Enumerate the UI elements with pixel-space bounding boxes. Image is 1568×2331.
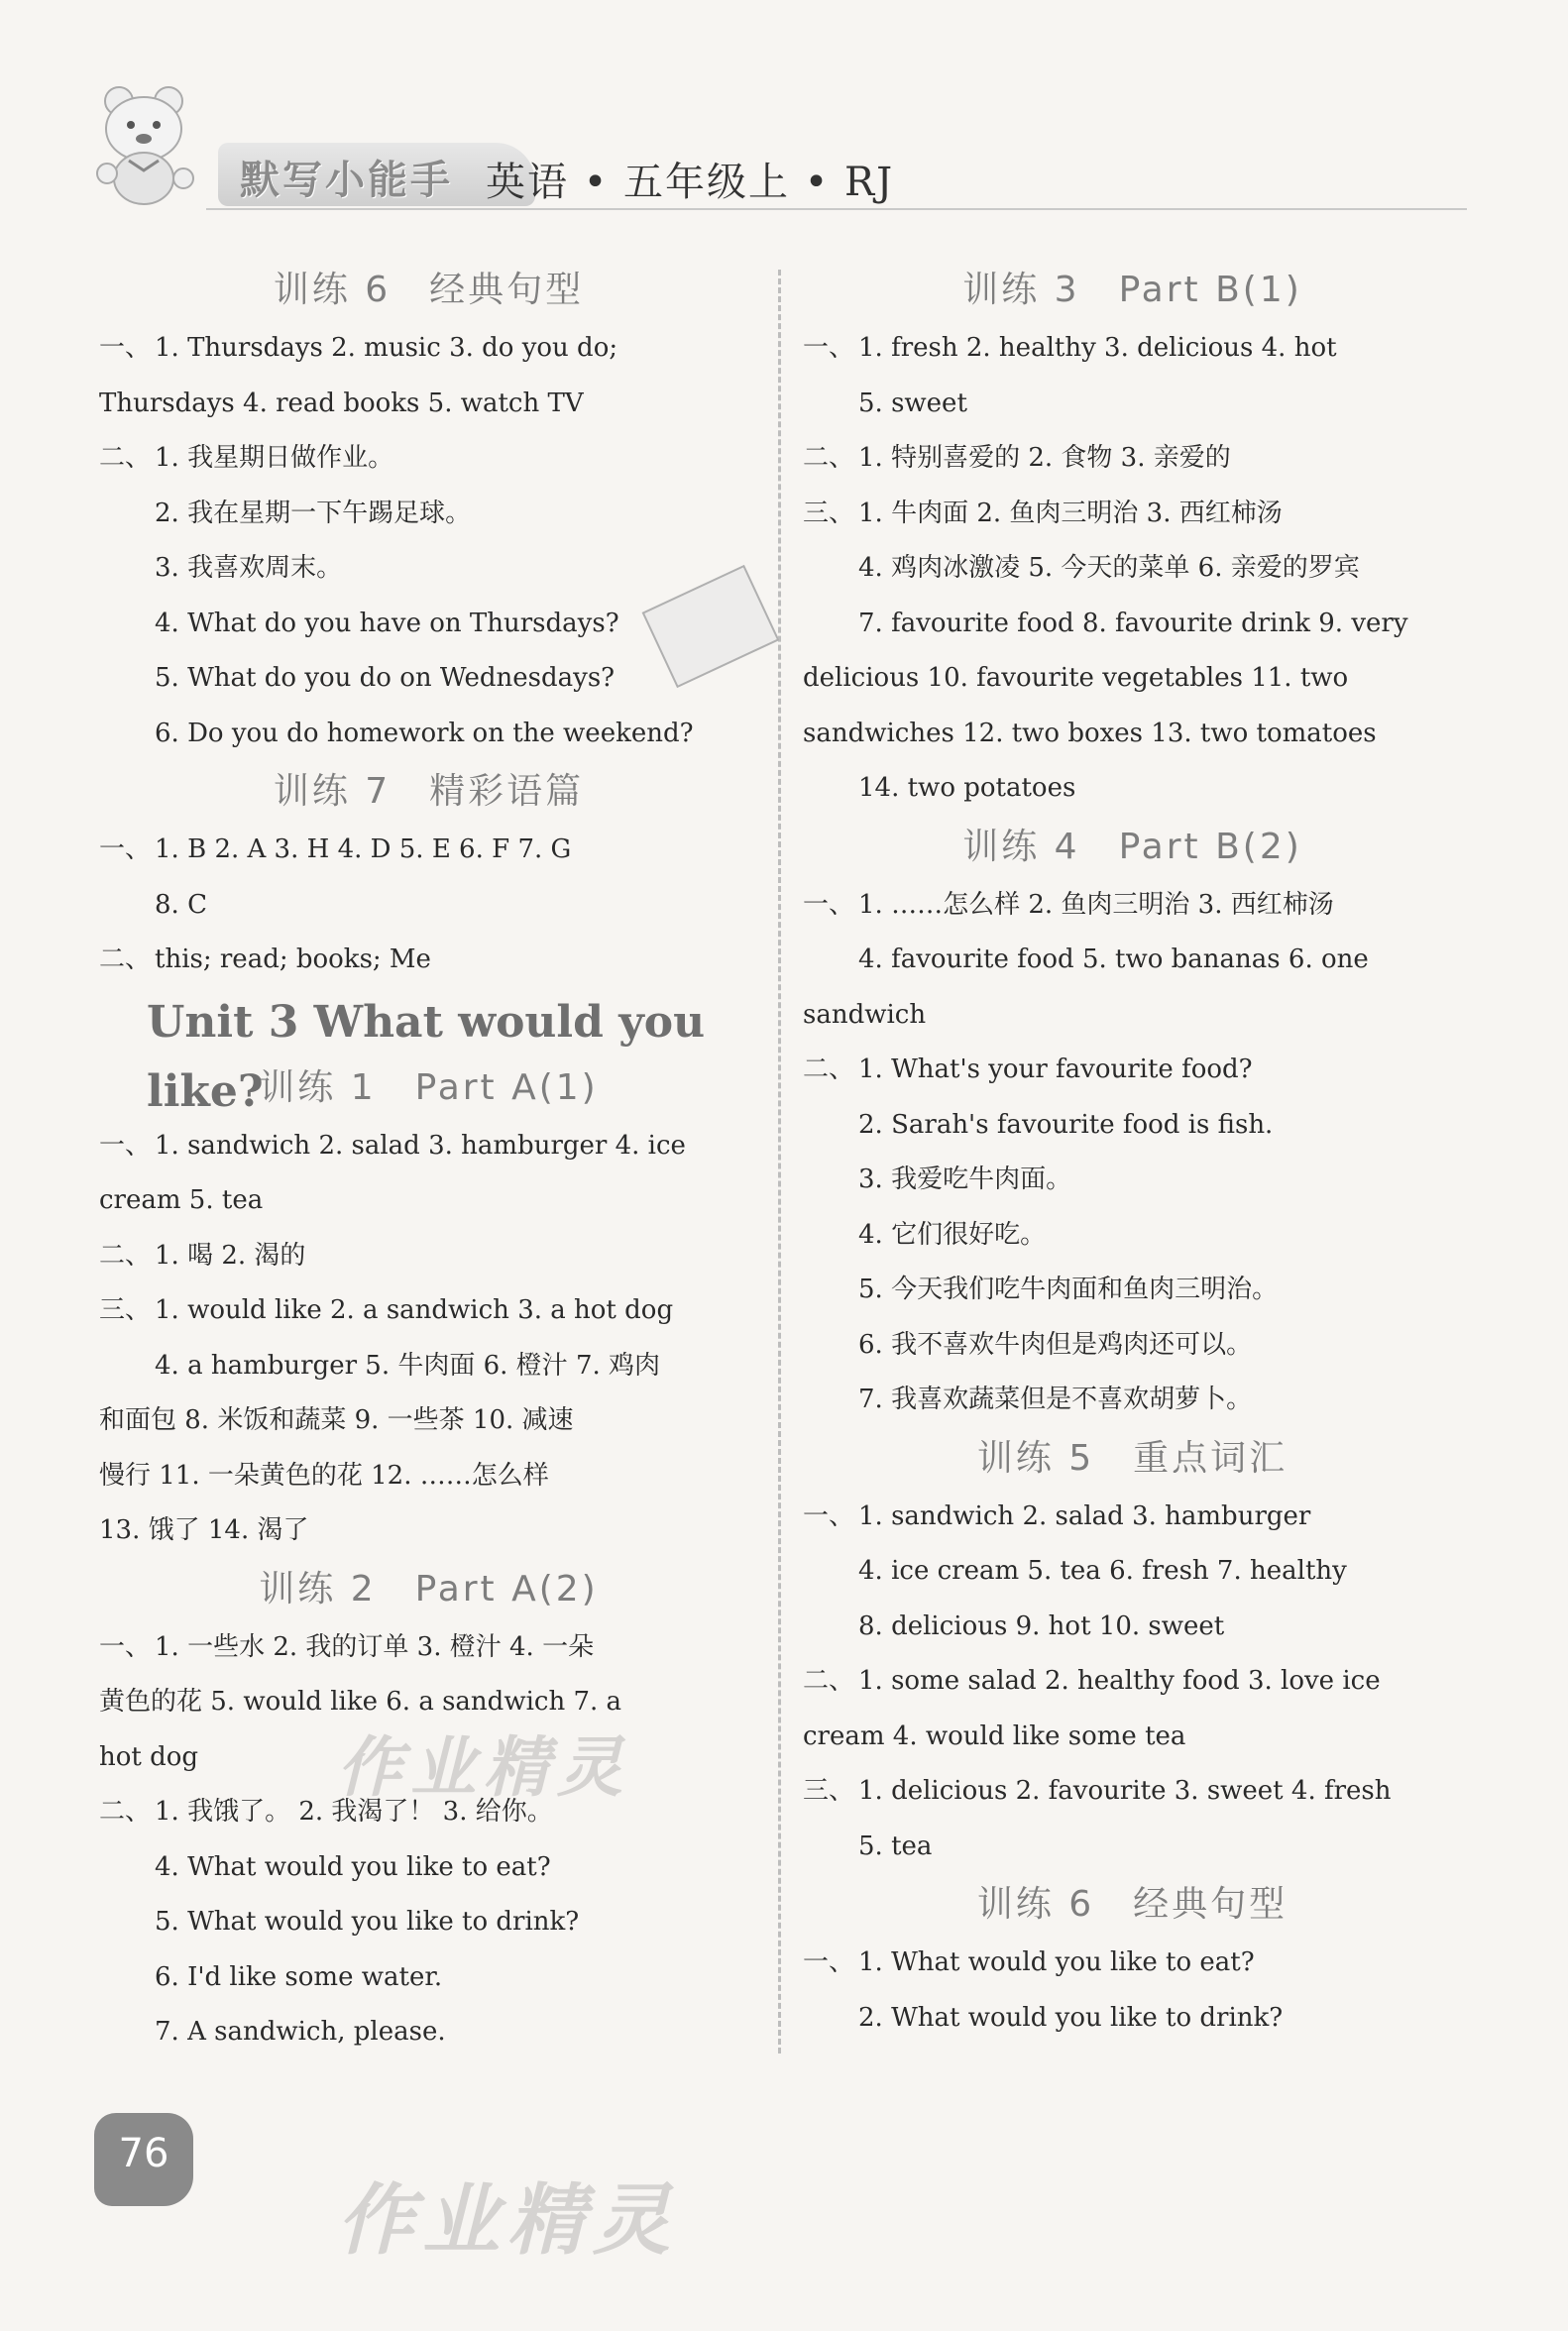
question-number: 三、 [803,1776,855,1806]
answer-line [803,1098,1462,1154]
answer-text: Thursdays 4. read books 5. watch TV [99,388,584,418]
answer-text: 7. 我喜欢蔬菜但是不喜欢胡萝卜。 [858,1385,1253,1414]
answer-line [803,1710,1462,1765]
section-heading: 训练 6 经典句型 [976,1884,1288,1925]
answer-text: cream 5. tea [99,1185,264,1215]
answer-line [803,651,1462,707]
answer-text: cream 4. would like some tea [803,1720,1186,1751]
answer-text: 4. What do you have on Thursdays? [155,608,619,638]
answer-text: 1. B 2. A 3. H 4. D 5. E 6. F 7. G [155,834,572,864]
section-heading: 训练 7 精彩语篇 [273,771,585,812]
answer-line [803,1936,1462,1991]
answer-line [99,933,758,988]
answer-text: 2. What would you like to drink? [858,2002,1284,2033]
answer-line [99,431,758,487]
answer-line [803,431,1462,487]
answer-text: 1. 特别喜爱的 2. 食物 3. 亲爱的 [858,443,1231,473]
column-divider [778,270,781,2054]
answer-line [803,1318,1462,1374]
question-number: 二、 [803,1666,855,1696]
header-rule [206,208,1467,210]
answer-line [803,1991,1462,2047]
answer-line [803,1544,1462,1600]
answer-line [99,597,758,652]
answer-text: 2. Sarah's favourite food is fish. [858,1109,1274,1140]
question-number: 一、 [803,1947,855,1977]
answer-text: 慢行 11. 一朵黄色的花 12. ……怎么样 [99,1460,549,1491]
answer-line [803,1600,1462,1655]
section-heading: 训练 5 重点词汇 [976,1437,1288,1479]
answer-line [99,377,758,432]
answer-line [803,1043,1462,1098]
answer-text: 4. 鸡肉冰激凌 5. 今天的菜单 6. 亲爱的罗宾 [858,553,1360,583]
answer-text: 1. What would you like to eat? [858,1947,1255,1977]
answer-line [99,1393,758,1449]
answer-line [803,933,1462,988]
question-number: 一、 [99,1631,152,1662]
answer-line [99,707,758,762]
answer-text: 6. I'd like some water. [155,1961,443,1992]
question-number: 一、 [99,333,152,363]
answer-text: 8. C [155,889,207,920]
answer-line [803,878,1462,934]
question-number: 一、 [803,1500,855,1531]
brand-name: 默写小能手 [240,158,453,203]
answer-text: 1. fresh 2. healthy 3. delicious 4. hot [858,333,1337,363]
answer-text: 8. delicious 9. hot 10. sweet [858,1610,1225,1641]
answer-text: 1. 一些水 2. 我的订单 3. 橙汁 4. 一朵 [155,1631,595,1662]
answer-line [99,1620,758,1676]
answer-text: 1. some salad 2. healthy food 3. love ice [858,1666,1381,1696]
question-number: 二、 [99,443,152,473]
answer-text: 4. ice cream 5. tea 6. fresh 7. healthy [858,1556,1347,1586]
answer-text: sandwiches 12. two boxes 13. two tomatoes [803,718,1377,748]
answer-line [99,878,758,934]
answer-text: hot dog [99,1741,199,1772]
watermark-bottom: 作业精灵 [337,2176,679,2266]
question-number: 三、 [803,498,855,528]
question-number: 一、 [803,333,855,363]
answer-line [803,377,1462,432]
answer-line [99,823,758,878]
book-title: 英语 • 五年级上 • RJ [486,160,895,205]
answer-line [99,1339,758,1394]
question-number: 一、 [99,834,152,864]
answer-text: this; read; books; Me [155,944,431,974]
answer-text: 4. 它们很好吃。 [858,1219,1047,1250]
answer-line [803,1820,1462,1875]
answer-line [99,1895,758,1950]
answer-line [99,1229,758,1284]
section-heading: 训练 6 经典句型 [273,270,585,310]
page-number-badge [94,2113,193,2206]
answer-line [803,597,1462,652]
answer-line [99,321,758,377]
answer-text: 黄色的花 5. would like 6. a sandwich 7. a [99,1687,622,1717]
answer-text: 5. tea [858,1831,933,1861]
section-heading: 训练 1 Part A(1) [259,1066,599,1108]
section-heading: 训练 2 Part A(2) [259,1568,599,1610]
answer-line [99,541,758,597]
answer-line [99,1503,758,1559]
question-number: 二、 [803,443,855,473]
section-heading: 训练 4 Part B(2) [962,826,1302,867]
answer-line [99,651,758,707]
answer-text: 5. sweet [858,388,967,418]
answer-line [803,321,1462,377]
answer-line [99,487,758,542]
answer-line [803,1654,1462,1710]
answer-text: 14. two potatoes [858,773,1076,803]
answer-text: 3. 我爱吃牛肉面。 [858,1165,1072,1194]
answer-line [803,761,1462,817]
answer-text: delicious 10. favourite vegetables 11. two [803,663,1349,693]
answer-text: 4. favourite food 5. two bananas 6. one [858,944,1369,974]
answer-text: 1. 我星期日做作业。 [155,443,394,473]
answer-text: 和面包 8. 米饭和蔬菜 9. 一些茶 10. 减速 [99,1405,574,1435]
answer-line [99,2005,758,2060]
answer-text: 1. ……怎么样 2. 鱼肉三明治 3. 西红柿汤 [858,889,1334,920]
answer-line [99,1950,758,2006]
answer-text: 7. favourite food 8. favourite drink 9. very [858,608,1408,638]
question-number: 二、 [99,944,152,974]
answer-text: 13. 饿了 14. 渴了 [99,1515,309,1545]
answer-text: sandwich [803,999,927,1030]
answer-text: 4. a hamburger 5. 牛肉面 6. 橙汁 7. 鸡肉 [155,1350,661,1381]
answer-line [803,487,1462,542]
answer-text: 3. 我喜欢周末。 [155,553,343,583]
answer-line [803,1153,1462,1208]
question-number: 一、 [99,1130,152,1161]
section-heading: 训练 3 Part B(1) [962,270,1302,310]
watermark-mid: 作业精灵 [337,1729,630,1806]
answer-line [99,1283,758,1339]
answer-text: 5. What do you do on Wednesdays? [155,663,616,693]
question-number: 二、 [99,1797,152,1827]
answer-text: 1. sandwich 2. salad 3. hamburger [858,1500,1311,1531]
answer-text: 1. delicious 2. favourite 3. sweet 4. fresh [858,1776,1392,1806]
answer-line [803,707,1462,762]
answer-text: 7. A sandwich, please. [155,2017,446,2047]
page-number: 76 [118,2131,169,2176]
answer-text: 5. 今天我们吃牛肉面和鱼肉三明治。 [858,1275,1279,1304]
answer-text: 1. What's your favourite food? [858,1054,1253,1084]
answer-line [803,988,1462,1044]
answer-text: 1. sandwich 2. salad 3. hamburger 4. ice [155,1130,686,1161]
answer-text: 2. 我在星期一下午踢足球。 [155,498,472,528]
question-number: 二、 [803,1054,855,1084]
answer-text: 1. 我饿了。 2. 我渴了！ 3. 给你。 [155,1797,553,1827]
answer-line [99,1840,758,1896]
bear-mascot-icon [89,79,198,208]
unit-title: Unit 3 What would you like? [147,996,706,1117]
answer-line [803,541,1462,597]
question-number: 一、 [803,889,855,920]
answer-line [803,1373,1462,1428]
answer-line [99,1119,758,1174]
answer-text: 5. What would you like to drink? [155,1907,580,1937]
answer-text: 1. 牛肉面 2. 鱼肉三明治 3. 西红柿汤 [858,498,1283,528]
answer-text: 1. would like 2. a sandwich 3. a hot dog [155,1295,674,1325]
answer-text: 1. 喝 2. 渴的 [155,1240,306,1271]
answer-text: 1. Thursdays 2. music 3. do you do; [155,333,618,363]
answer-line [803,1764,1462,1820]
answer-line [99,1173,758,1229]
answer-text: 6. Do you do homework on the weekend? [155,718,694,748]
answer-line [803,1490,1462,1545]
answer-text: 6. 我不喜欢牛肉但是鸡肉还可以。 [858,1329,1253,1360]
answer-line [99,1449,758,1504]
right-column [803,260,1462,2046]
answer-text: 4. What would you like to eat? [155,1851,551,1882]
question-number: 二、 [99,1240,152,1271]
answer-line [803,1263,1462,1318]
answer-line [803,1208,1462,1264]
question-number: 三、 [99,1295,152,1325]
page-header [89,69,1467,218]
